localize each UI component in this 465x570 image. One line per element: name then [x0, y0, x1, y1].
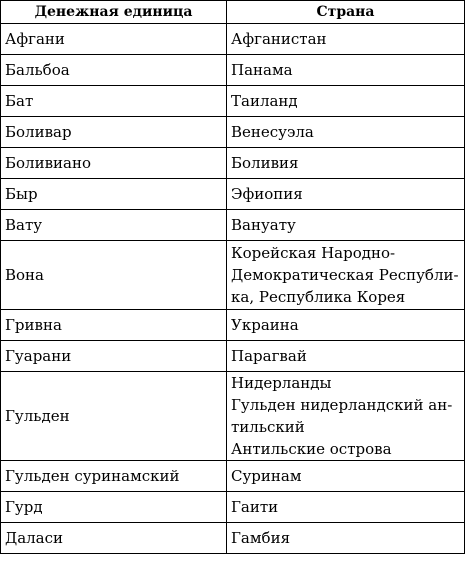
- currency-cell: Афгани: [1, 24, 227, 55]
- country-line: Гамбия: [231, 529, 291, 547]
- country-cell: [227, 310, 465, 341]
- country-cell: [227, 117, 465, 148]
- table-row: [1, 24, 465, 55]
- table-row: [1, 523, 465, 554]
- table-row: [1, 341, 465, 372]
- country-cell: [227, 179, 465, 210]
- country-line: Эфиопия: [231, 185, 303, 203]
- table-row: [1, 86, 465, 117]
- country-cell: [227, 461, 465, 492]
- table-row: [1, 241, 465, 310]
- country-cell: [227, 341, 465, 372]
- header-currency: Денежная единица: [1, 1, 227, 24]
- currency-cell: Вату: [1, 210, 227, 241]
- country-line: ка, Республика Корея: [231, 288, 406, 306]
- table-row: [1, 310, 465, 341]
- country-line: Венесуэла: [231, 123, 314, 141]
- table-body: [1, 24, 465, 554]
- country-cell: [227, 372, 465, 461]
- country-cell: [227, 55, 465, 86]
- country-line: Нидерланды: [231, 374, 332, 392]
- country-line: Вануату: [231, 216, 296, 234]
- currency-cell: Гульден суринамский: [1, 461, 227, 492]
- country-line: Гаити: [231, 498, 279, 516]
- table-row: [1, 117, 465, 148]
- country-line: Корейская Народно-: [231, 244, 396, 262]
- currency-cell: Гуарани: [1, 341, 227, 372]
- currency-cell: Даласи: [1, 523, 227, 554]
- country-line: Парагвай: [231, 347, 307, 365]
- table-row: [1, 148, 465, 179]
- country-line: тильский: [231, 418, 305, 436]
- country-cell: [227, 492, 465, 523]
- country-cell: [227, 148, 465, 179]
- currency-cell: Бат: [1, 86, 227, 117]
- table-row: [1, 461, 465, 492]
- country-cell: [227, 24, 465, 55]
- country-line: Гульден нидерландский ан-: [231, 396, 453, 414]
- header-country: Страна: [227, 1, 465, 24]
- currency-cell: Вона: [1, 241, 227, 310]
- currency-cell: Быр: [1, 179, 227, 210]
- country-line: Демократическая Республи-: [231, 266, 459, 284]
- table-row: [1, 210, 465, 241]
- currency-cell: Гульден: [1, 372, 227, 461]
- country-cell: [227, 523, 465, 554]
- table-header-row: [1, 1, 465, 24]
- country-line: Украина: [231, 316, 299, 334]
- country-line: Афганистан: [231, 30, 327, 48]
- currency-cell: Боливар: [1, 117, 227, 148]
- table-row: [1, 492, 465, 523]
- country-line: Боливия: [231, 154, 299, 172]
- country-line: Панама: [231, 61, 293, 79]
- table-row: [1, 55, 465, 86]
- table-row: [1, 179, 465, 210]
- country-line: Суринам: [231, 467, 302, 485]
- country-line: Таиланд: [231, 92, 298, 110]
- currency-cell: Бальбоа: [1, 55, 227, 86]
- country-line: Антильские острова: [231, 440, 392, 458]
- country-cell: [227, 241, 465, 310]
- currency-cell: Гурд: [1, 492, 227, 523]
- country-cell: [227, 210, 465, 241]
- country-cell: [227, 86, 465, 117]
- currency-cell: Гривна: [1, 310, 227, 341]
- table-row: [1, 372, 465, 461]
- currency-cell: Боливиано: [1, 148, 227, 179]
